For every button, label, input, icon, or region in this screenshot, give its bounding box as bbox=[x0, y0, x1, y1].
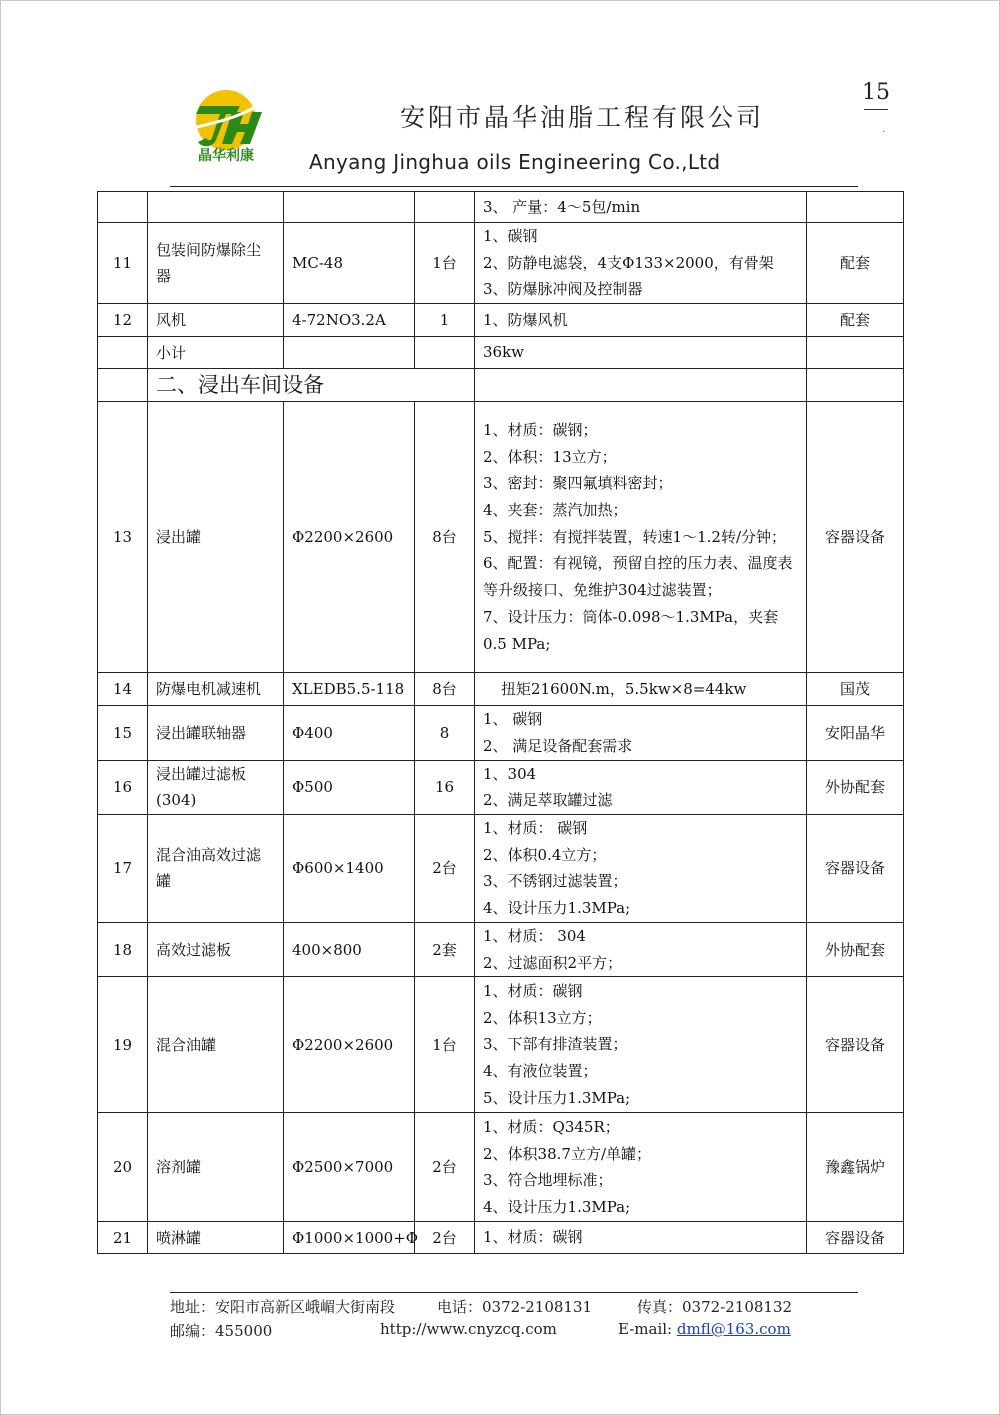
equipment-description bbox=[475, 337, 807, 369]
description-line: 3、符合地埋标准； bbox=[483, 1171, 613, 1190]
equipment-description bbox=[475, 922, 807, 976]
equipment-quantity: 2台 bbox=[415, 1113, 475, 1222]
equipment-quantity: 2台 bbox=[415, 1222, 475, 1254]
description-line: 36kw bbox=[483, 343, 525, 362]
equipment-note: 外协配套 bbox=[807, 760, 904, 814]
equipment-description bbox=[475, 402, 807, 673]
equipment-quantity: 1 bbox=[415, 304, 475, 337]
description-line: 2、体积：13立方； bbox=[483, 447, 617, 466]
description-line: 1、材质： 304 bbox=[483, 926, 586, 945]
equipment-model: Φ2200×2600 bbox=[284, 402, 415, 673]
table-row bbox=[98, 977, 904, 1113]
equipment-name: 防爆电机减速机 bbox=[148, 673, 284, 706]
equipment-note: 配套 bbox=[807, 223, 904, 304]
equipment-note: 容器设备 bbox=[807, 977, 904, 1113]
table-row bbox=[98, 1222, 904, 1254]
row-number: 21 bbox=[98, 1222, 148, 1254]
equipment-name: 混合油罐 bbox=[148, 977, 284, 1113]
equipment-quantity: 16 bbox=[415, 760, 475, 814]
description-line: 1、材质：碳钢 bbox=[483, 982, 583, 1001]
address-value: 安阳市高新区峨嵋大街南段 bbox=[215, 1298, 396, 1316]
row-number: 12 bbox=[98, 304, 148, 337]
equipment-model bbox=[284, 337, 415, 369]
table-row bbox=[98, 369, 904, 402]
table-row bbox=[98, 1113, 904, 1222]
equipment-quantity bbox=[415, 337, 475, 369]
equipment-note: 容器设备 bbox=[807, 402, 904, 673]
footer-divider bbox=[170, 1292, 858, 1293]
equipment-model: Φ2500×7000 bbox=[284, 1113, 415, 1222]
equipment-name: 高效过滤板 bbox=[148, 922, 284, 976]
equipment-description bbox=[475, 977, 807, 1113]
equipment-note: 国茂 bbox=[807, 673, 904, 706]
description-line: 1、防爆风机 bbox=[483, 310, 568, 329]
equipment-description bbox=[475, 1113, 807, 1222]
equipment-note: 豫鑫锅炉 bbox=[807, 1113, 904, 1222]
zip-value: 455000 bbox=[215, 1322, 273, 1340]
section-row-blank bbox=[807, 369, 904, 402]
equipment-note: 容器设备 bbox=[807, 814, 904, 922]
description-line: 4、设计压力1.3MPa; bbox=[483, 1198, 631, 1217]
equipment-model: MC-48 bbox=[284, 223, 415, 304]
section-title: 二、浸出车间设备 bbox=[148, 369, 475, 402]
row-number: 17 bbox=[98, 814, 148, 922]
footer-zip bbox=[170, 1320, 272, 1341]
table-row bbox=[98, 192, 904, 223]
zip-label: 邮编： bbox=[170, 1322, 216, 1340]
equipment-quantity: 8台 bbox=[415, 673, 475, 706]
equipment-description bbox=[475, 223, 807, 304]
equipment-note: 安阳晶华 bbox=[807, 706, 904, 760]
equipment-description bbox=[475, 706, 807, 760]
equipment-model: 400×800 bbox=[284, 922, 415, 976]
equipment-name: 喷淋罐 bbox=[148, 1222, 284, 1254]
equipment-model: Φ400 bbox=[284, 706, 415, 760]
description-line: 3、防爆脉冲阀及控制器 bbox=[483, 280, 643, 299]
row-number: 19 bbox=[98, 977, 148, 1113]
description-line: 2、防静电滤袋，4支Φ133×2000，有骨架 bbox=[483, 253, 774, 272]
description-line: 2、体积38.7立方/单罐； bbox=[483, 1144, 651, 1163]
equipment-description bbox=[475, 1222, 807, 1254]
equipment-table bbox=[97, 191, 904, 1254]
description-line: 4、有液位装置； bbox=[483, 1062, 598, 1081]
phone-value: 0372-2108131 bbox=[482, 1298, 593, 1316]
footer-fax bbox=[637, 1296, 792, 1317]
equipment-quantity: 2台 bbox=[415, 814, 475, 922]
row-number: 14 bbox=[98, 673, 148, 706]
equipment-description bbox=[475, 192, 807, 223]
description-line: 3、不锈钢过滤装置； bbox=[483, 872, 628, 891]
address-label: 地址： bbox=[170, 1298, 216, 1316]
row-number: 11 bbox=[98, 223, 148, 304]
description-line: 1、材质： 碳钢 bbox=[483, 819, 588, 838]
description-line: 5、设计压力1.3MPa; bbox=[483, 1088, 631, 1107]
equipment-name: 风机 bbox=[148, 304, 284, 337]
equipment-table-body bbox=[98, 192, 904, 1254]
description-line: 2、体积0.4立方； bbox=[483, 845, 607, 864]
company-name-en: Anyang Jinghua oils Engineering Co.,Ltd bbox=[309, 150, 721, 174]
equipment-note bbox=[807, 337, 904, 369]
equipment-name: 浸出罐联轴器 bbox=[148, 706, 284, 760]
fax-label: 传真： bbox=[637, 1298, 683, 1316]
row-number: 16 bbox=[98, 760, 148, 814]
equipment-model: Φ1000×1000+Φ bbox=[284, 1222, 415, 1254]
row-number: 15 bbox=[98, 706, 148, 760]
email-link[interactable]: dmfl@163.com bbox=[676, 1320, 791, 1338]
row-number: 18 bbox=[98, 922, 148, 976]
description-line: 1、 碳钢 bbox=[483, 710, 543, 729]
table-row bbox=[98, 402, 904, 673]
description-line: 2、 满足设备配套需求 bbox=[483, 736, 633, 755]
description-line: 1、材质：碳钢 bbox=[483, 1228, 583, 1247]
table-row bbox=[98, 304, 904, 337]
company-name-cn: 安阳市晶华油脂工程有限公司 bbox=[400, 103, 765, 132]
equipment-quantity: 2套 bbox=[415, 922, 475, 976]
equipment-note: 配套 bbox=[807, 304, 904, 337]
page-number-dot: . bbox=[882, 124, 886, 135]
equipment-name: 溶剂罐 bbox=[148, 1113, 284, 1222]
description-line: 4、设计压力1.3MPa; bbox=[483, 899, 631, 918]
description-line: 4、夹套：蒸汽加热； bbox=[483, 501, 628, 520]
email-label: E-mail: bbox=[618, 1320, 673, 1338]
equipment-description bbox=[475, 673, 807, 706]
equipment-model: Φ600×1400 bbox=[284, 814, 415, 922]
header-divider bbox=[170, 186, 858, 187]
equipment-name: 小计 bbox=[148, 337, 284, 369]
description-line: 1、材质：Q345R； bbox=[483, 1117, 620, 1136]
description-line: 2、体积13立方； bbox=[483, 1008, 602, 1027]
description-line: 1、材质：碳钢； bbox=[483, 420, 598, 439]
equipment-model: Φ500 bbox=[284, 760, 415, 814]
equipment-model: 4-72NO3.2A bbox=[284, 304, 415, 337]
table-row bbox=[98, 760, 904, 814]
table-row bbox=[98, 223, 904, 304]
footer-address bbox=[170, 1296, 395, 1317]
description-line: 6、配置：有视镜，预留自控的压力表、温度表等升级接口、免维护304过滤装置； bbox=[483, 554, 793, 600]
description-line: 1、304 bbox=[483, 764, 537, 783]
equipment-name: 包装间防爆除尘器 bbox=[148, 223, 284, 304]
description-line: 2、过滤面积2平方； bbox=[483, 953, 623, 972]
table-row bbox=[98, 706, 904, 760]
table-row bbox=[98, 814, 904, 922]
equipment-quantity bbox=[415, 192, 475, 223]
equipment-note bbox=[807, 192, 904, 223]
table-row bbox=[98, 337, 904, 369]
table-row bbox=[98, 922, 904, 976]
footer-phone bbox=[437, 1296, 592, 1317]
description-line: 5、搅拌：有搅拌装置，转速1～1.2转/分钟； bbox=[483, 527, 786, 546]
equipment-name: 浸出罐 bbox=[148, 402, 284, 673]
page-number-underline bbox=[864, 109, 888, 110]
row-number: 13 bbox=[98, 402, 148, 673]
equipment-model: Φ2200×2600 bbox=[284, 977, 415, 1113]
description-line: 3、密封：聚四氟填料密封； bbox=[483, 474, 673, 493]
logo-text: 晶华利康 bbox=[198, 148, 254, 164]
equipment-name bbox=[148, 192, 284, 223]
page-number: 15 bbox=[862, 80, 890, 105]
equipment-description bbox=[475, 814, 807, 922]
description-line: 7、设计压力：筒体-0.098～1.3MPa，夹套0.5 MPa; bbox=[483, 607, 779, 653]
footer-email bbox=[618, 1320, 791, 1338]
description-line: 3、 产量：4～5包/min bbox=[483, 197, 641, 216]
equipment-model bbox=[284, 192, 415, 223]
equipment-name: 混合油高效过滤罐 bbox=[148, 814, 284, 922]
description-line: 1、碳钢 bbox=[483, 227, 538, 245]
equipment-name: 浸出罐过滤板(304) bbox=[148, 760, 284, 814]
footer-website[interactable]: http://www.cnyzcq.com bbox=[380, 1320, 557, 1338]
equipment-quantity: 8 bbox=[415, 706, 475, 760]
equipment-quantity: 1台 bbox=[415, 977, 475, 1113]
row-number bbox=[98, 192, 148, 223]
equipment-note: 容器设备 bbox=[807, 1222, 904, 1254]
equipment-quantity: 1台 bbox=[415, 223, 475, 304]
phone-label: 电话： bbox=[437, 1298, 483, 1316]
row-number bbox=[98, 337, 148, 369]
equipment-description bbox=[475, 304, 807, 337]
description-line: 扭矩21600N.m，5.5kw×8=44kw bbox=[501, 679, 747, 698]
equipment-model: XLEDB5.5-118 bbox=[284, 673, 415, 706]
equipment-quantity: 8台 bbox=[415, 402, 475, 673]
fax-value: 0372-2108132 bbox=[682, 1298, 793, 1316]
table-row bbox=[98, 673, 904, 706]
row-number: 20 bbox=[98, 1113, 148, 1222]
equipment-description bbox=[475, 760, 807, 814]
description-line: 2、满足萃取罐过滤 bbox=[483, 791, 613, 810]
section-row-blank bbox=[98, 369, 148, 402]
description-line: 3、下部有排渣装置； bbox=[483, 1035, 628, 1054]
section-row-blank bbox=[475, 369, 807, 402]
equipment-note: 外协配套 bbox=[807, 922, 904, 976]
